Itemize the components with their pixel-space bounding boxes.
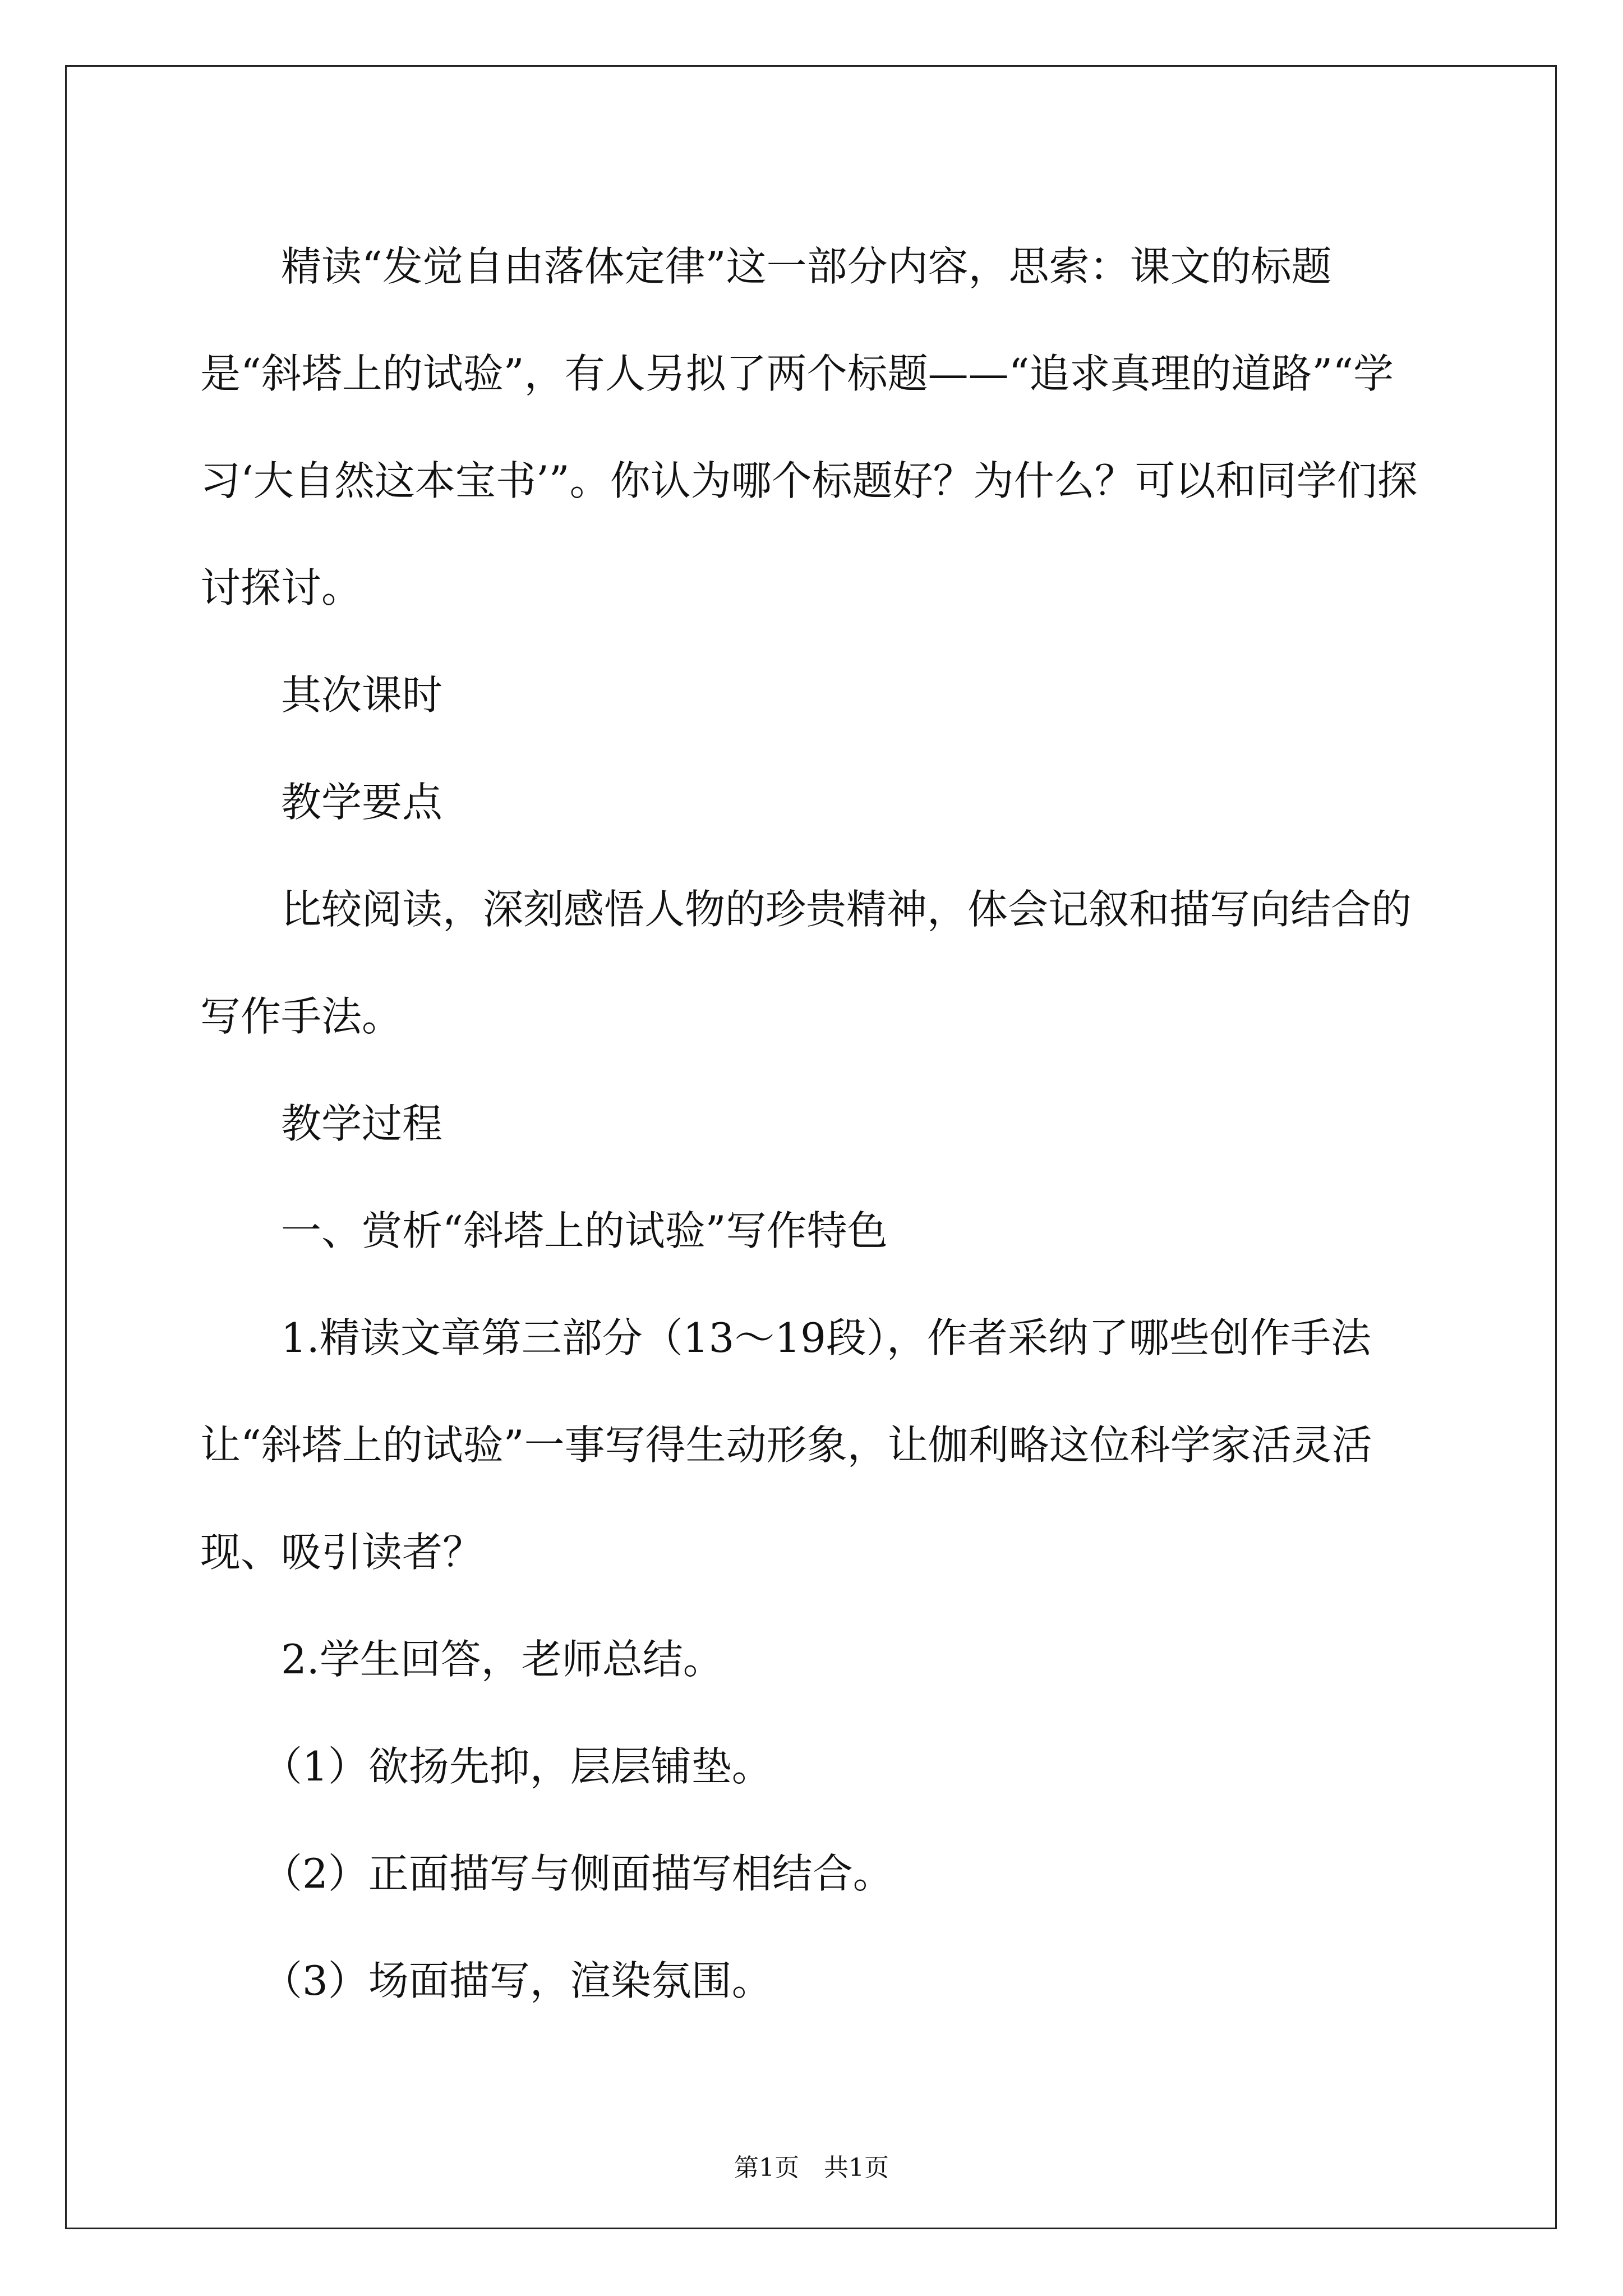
paragraph-question-1: 1.精读文章第三部分（13～19段），作者采纳了哪些创作手法让“斜塔上的试验”一事写得生动形象，让伽利略这位科学家活灵活现、吸引读者？ (200, 1314, 1372, 1576)
document-body (200, 213, 1428, 2035)
section-heading-analysis: 一、赏析“斜塔上的试验”写作特色 (281, 1207, 888, 1254)
list-item-technique-2: （2）正面描写与侧面描写相结合。 (262, 1850, 893, 1897)
paragraph-teaching-points: 比较阅读，深刻感悟人物的珍贵精神，体会记叙和描写向结合的写作手法。 (200, 886, 1412, 1040)
page-number-footer: 第1页 共1页 (734, 2154, 889, 2182)
paragraph-question-2: 2.学生回答，老师总结。 (281, 1636, 723, 1683)
list-item-technique-3: （3）场面描写，渲染氛围。 (262, 1957, 772, 2004)
section-heading-teaching-points: 教学要点 (281, 779, 443, 826)
list-item-technique-1: （1）欲扬先抑，层层铺垫。 (262, 1743, 772, 1790)
section-heading-teaching-process: 教学过程 (281, 1100, 443, 1147)
paragraph-reading-task: 精读“发觉自由落体定律”这一部分内容，思索：课文的标题是“斜塔上的试验”，有人另拟了两个标题——“追求真理的道路”“学习‘大自然这本宝书’”。你认为哪个标题好？为什么？可以和同学们探讨探讨。 (200, 243, 1418, 611)
section-heading-second-lesson: 其次课时 (281, 671, 443, 719)
